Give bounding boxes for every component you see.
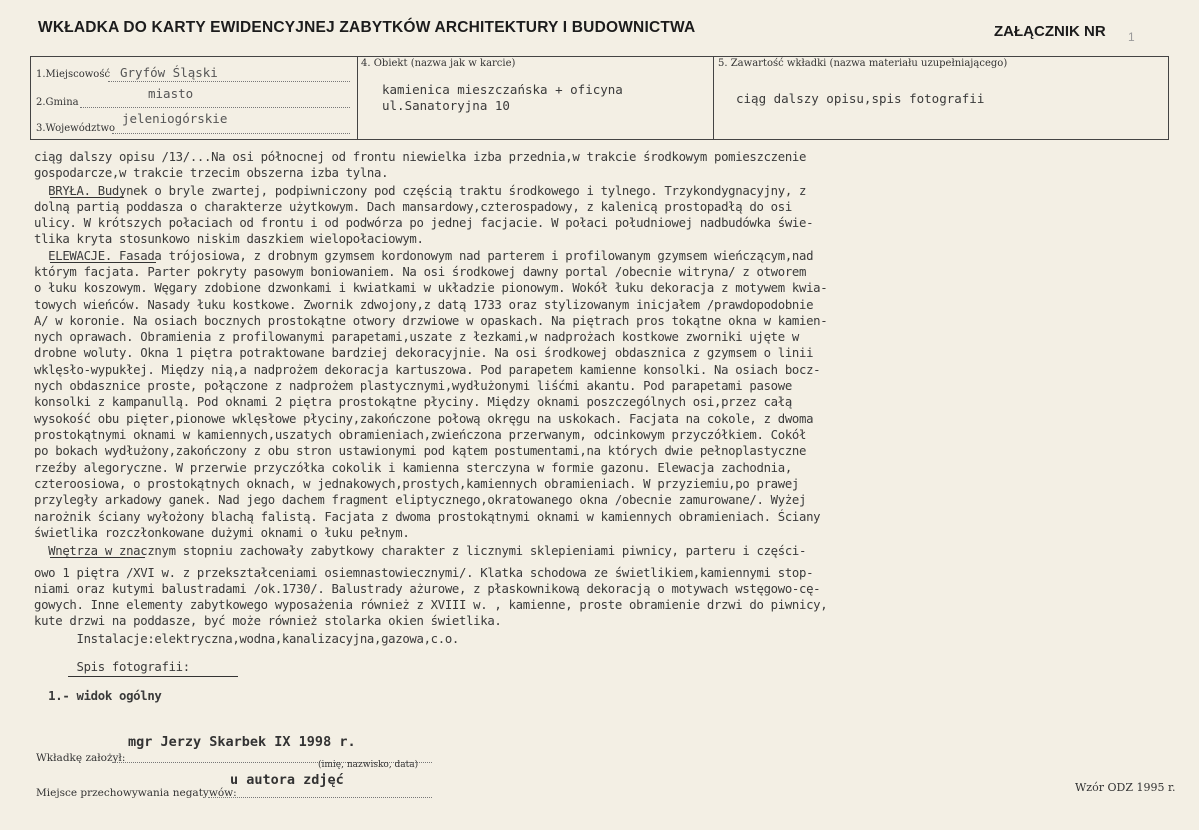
annex-number: 1: [1128, 30, 1135, 44]
body-line: rzeźby alegoryczne. W przerwie przyczółka cokolik i kamienna sterczyna w formie gazonu. Elewacja zachodnia,: [34, 461, 792, 475]
underline-bryla: [50, 197, 124, 198]
obiekt-label: 4. Obiekt (nazwa jak w karcie): [361, 58, 516, 69]
body-line: drobne woluty. Okna 1 piętra potraktowane bardziej dekoracyjnie. Na osi środkowej obdasznica z gzymsem o linii: [34, 346, 814, 360]
zalozyl-label: Wkładkę założył:: [36, 752, 126, 764]
obiekt-value-2: ul.Sanatoryjna 10: [382, 98, 510, 113]
body-line: świetlika rozczłonkowane dużymi oknami o łuku pełnym.: [34, 526, 410, 540]
body-line: dolną partią poddasza o charakterze użytkowym. Dach mansardowy,czterospadowy, z kalenicą prostopadłą do osi: [34, 200, 792, 214]
miejscowosc-dotline: [108, 81, 350, 82]
body-line: tlika kryta stosunkowo niskim daszkiem wielopołaciowym.: [34, 232, 424, 246]
body-line: ulicy. W krótszych połaciach od frontu i od podwórza po jednej facjacie. W połaci południowej nadbudówka świe-: [34, 216, 814, 230]
zalozyl-hint: (imię, nazwisko, data): [318, 760, 419, 770]
wojewodztwo-label: 3.Województwo: [36, 123, 116, 134]
body-line: ELEWACJE. Fasada trójosiowa, z drobnym gzymsem kordonowym nad parterem i profilowanym gzymsem wieńczącym,nad: [34, 249, 814, 263]
box-divider: [357, 57, 358, 139]
body-line: Instalacje:elektryczna,wodna,kanalizacyjna,gazowa,c.o.: [34, 632, 460, 646]
obiekt-value-1: kamienica mieszczańska + oficyna: [382, 82, 623, 97]
body-line: owo 1 piętra /XVI w. z przekształceniami osiemnastowiecznymi/. Klatka schodowa ze świetlikiem,kamiennymi stop-: [34, 566, 814, 580]
photo-list-heading: Spis fotografii:: [34, 660, 190, 674]
miejsce-value: u autora zdjęć: [230, 772, 344, 788]
zalozyl-value: mgr Jerzy Skarbek IX 1998 r.: [128, 734, 356, 750]
body-line: nych oprawach. Obramienia z profilowanymi parapetami,uszate z łezkami,w nadprożach kostkowe zworniki ujęte w: [34, 330, 800, 344]
body-line: czteroosiowa, o prostokątnych oknach, w jednakowych,prostych,kamiennych obramieniach. W przyziemiu,po prawej: [34, 477, 800, 491]
miejscowosc-label: 1.Miejscowość: [36, 69, 111, 80]
body-line: o łuku koszowym. Węgary zdobione dzwonkami i kwiatkami w układzie pionowym. Wokół łuku dekoracja z motywem kwia-: [34, 281, 828, 295]
photo-list-item: 1.- widok ogólny: [34, 689, 162, 703]
wojewodztwo-value: jeleniogórskie: [122, 111, 228, 126]
box-divider: [713, 57, 714, 139]
body-line: po bokach wydłużony,zakończony z obu stron ustawionymi pod kątem postumentami,na których dwie pełnoplastyczne: [34, 444, 807, 458]
gmina-dotline: [80, 107, 350, 108]
form-title: WKŁADKA DO KARTY EWIDENCYJNEJ ZABYTKÓW ARCHITEKTURY I BUDOWNICTWA: [38, 19, 696, 36]
body-line: narożnik ściany wyłożony blachą falistą. Facjata z dwoma prostokątnymi oknami w kamiennych obramieniach. Ściany: [34, 510, 821, 524]
wojewodztwo-dotline: [112, 133, 350, 134]
underline-spis: [68, 676, 238, 677]
body-line: nych obdasznice proste, połączone z nadprożem plastycznymi,wydłużonymi liśćmi akantu. Pod parapetami pasowe: [34, 379, 792, 393]
body-line: konsolki z kampanullą. Pod oknami 2 piętra prostokątne płyciny. Między oknami poszczególnych osi,przez całą: [34, 395, 792, 409]
body-line: BRYŁA. Budynek o bryle zwartej, podpiwniczony pod częścią traktu środkowego i tylnego. Trzykondygnacyjny, z: [34, 184, 807, 198]
gmina-value: miasto: [148, 86, 194, 101]
body-line: wysokość obu pięter,pionowe wklęsłowe płyciny,zakończone połową okręgu na uskokach. Facjata na cokole, z dwoma: [34, 412, 814, 426]
body-line: towych wieńców. Nasady łuku kostkowe. Zwornik zdwojony,z datą 1733 oraz stylizowanym inicjałem /prawdopodobnie: [34, 298, 814, 312]
form-version: Wzór ODZ 1995 r.: [1075, 781, 1176, 794]
body-line: niami oraz kutymi balustradami /ok.1730/. Balustrady ażurowe, z płaskownikową dekoracją o motywach wstęgowo-cę-: [34, 582, 821, 596]
gmina-label: 2.Gmina: [36, 97, 79, 108]
underline-wnetrza: [50, 557, 145, 558]
underline-elewacje: [50, 262, 156, 263]
miejsce-label: Miejsce przechowywania negatywów:: [36, 787, 237, 799]
body-line: gowych. Inne elementy zabytkowego wyposażenia również z XVIII w. , kamienne, proste obramienie drzwi do piwnicy,: [34, 598, 828, 612]
body-line: ciąg dalszy opisu /13/...Na osi północnej od frontu niewielka izba przednia,w trakcie środkowym pomieszczenie: [34, 150, 807, 164]
body-line: przyległy arkadowy ganek. Nad jego dachem fragment eliptycznego,okratowanego okna /obecnie zamurowane/. Wyżej: [34, 493, 807, 507]
body-line: wklęsło-wypukłej. Między nią,a nadprożem dekoracja kartuszowa. Pod parapetem kamienne konsolki. Na osiach bocz-: [34, 363, 821, 377]
body-line: kute drzwi na poddasze, być może również stolarka okien świetlika.: [34, 614, 502, 628]
body-line: którym facjata. Parter pokryty pasowym boniowaniem. Na osi środkowej dawny portal /obecnie witryna/ z otworem: [34, 265, 807, 279]
body-line: prostokątnymi oknami w kamiennych,uszatych obramieniach,zwieńczona przerwanym, odcinkowym przyczółkiem. Cokół: [34, 428, 807, 442]
body-line: gospodarcze,w trakcie trzecim obszerna izba tylna.: [34, 166, 389, 180]
zawartosc-value: ciąg dalszy opisu,spis fotografii: [736, 91, 985, 106]
body-line: Wnętrza w znacznym stopniu zachowały zabytkowy charakter z licznymi sklepieniami piwnicy, parteru i części-: [34, 544, 807, 558]
annex-label: ZAŁĄCZNIK NR: [994, 23, 1106, 40]
body-line: A/ w koronie. Na osiach bocznych prostokątne otwory drzwiowe w opaskach. Na piętrach pros tokątne okna w kamien-: [34, 314, 828, 328]
zawartosc-label: 5. Zawartość wkładki (nazwa materiału uzupełniającego): [718, 58, 1008, 69]
miejsce-dotline: [208, 797, 432, 798]
miejscowosc-value: Gryfów Śląski: [120, 65, 218, 80]
